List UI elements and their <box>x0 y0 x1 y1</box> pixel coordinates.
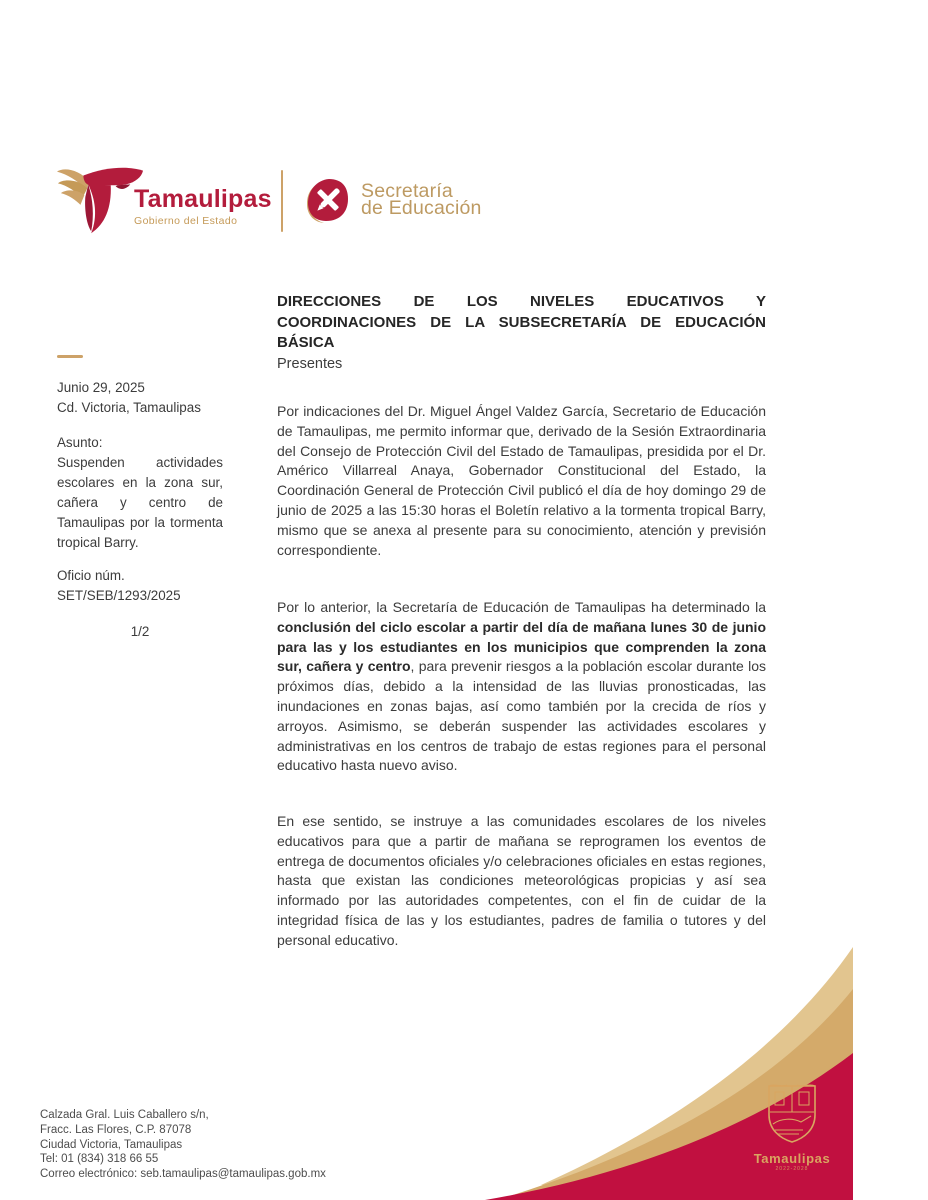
secretaria-label: Secretaría de Educación <box>361 180 482 219</box>
salutation: Presentes <box>277 356 343 372</box>
oficio-number: SET/SEB/1293/2025 <box>57 588 181 603</box>
brand-wordmark: Tamaulipas <box>134 185 272 213</box>
address-line: Calzada Gral. Luis Caballero s/n, <box>40 1109 209 1121</box>
address-line: Correo electrónico: seb.tamaulipas@tamaulipas.gob.mx <box>40 1168 326 1181</box>
education-leaf-icon <box>303 176 351 224</box>
subject-label: Asunto: <box>57 435 103 450</box>
tamaulipas-logo-icon <box>56 164 144 234</box>
bold-resolution-text: conclusión del ciclo escolar a partir del día de mañana lunes 30 de junio para las y los estudiantes en los municipios que comprenden la zona sur, cañera y centro <box>277 618 766 675</box>
crest-subtitle: 2022-2028 <box>775 1166 809 1172</box>
subject-text: Suspenden actividades escolares en la zona sur, cañera y centro de Tamaulipas por la tormenta tropical Barry. <box>57 455 223 550</box>
oficio-label: Oficio núm. <box>57 568 125 583</box>
gold-dash <box>57 355 83 358</box>
body-paragraph-3: En ese sentido, se instruye a las comunidades escolares de los niveles educativos para que a partir de mañana se reprogramen los eventos de entrega de documentos oficiales y/o celebraciones oficiales en estas regiones, hasta que existan las condiciones meteorológicas propicias y así sea informado por las autoridades competentes, con el fin de cuidar de la integridad física de las y los estudiantes, padres de familia o tutores y del personal educativo. <box>277 813 766 948</box>
logo-divider <box>281 170 283 232</box>
body-paragraph-1: Por indicaciones del Dr. Miguel Ángel Valdez García, Secretario de Educación de Tamaulipas, me permito informar que, derivado de la Sesión Extraordinaria del Consejo de Protección Civil del Estado de Tamaulipas, presidida por el Dr. Américo Villarreal Anaya, Gobernador Constitucional del Estado, la Coordinación General de Protección Civil publicó el día de hoy domingo 29 de junio de 2025 a las 15:30 horas el Boletín relativo a la tormenta tropical Barry, mismo que se anexa al presente para su conocimiento, atención y previsión correspondiente. <box>277 403 766 558</box>
crest-shield-icon <box>763 1082 821 1144</box>
address-line: Tel: 01 (834) 318 66 55 <box>40 1153 159 1166</box>
brand-subtitle: Gobierno del Estado <box>134 215 238 227</box>
crest-title: Tamaulipas <box>753 1151 831 1166</box>
recipient-line: DIRECCIONES DE LOS NIVELES EDUCATIVOS Y <box>277 293 766 310</box>
state-crest <box>748 1082 836 1172</box>
recipient-heading <box>277 292 766 354</box>
address-line: Ciudad Victoria, Tamaulipas <box>40 1138 183 1151</box>
address-line: Fracc. Las Flores, C.P. 87078 <box>40 1123 192 1136</box>
footer-address <box>40 1108 326 1182</box>
letter-meta-column <box>57 355 223 642</box>
recipient-line: COORDINACIONES DE LA SUBSECRETARÍA DE EDUCACIÓN <box>277 313 766 331</box>
body-paragraph-2: Por lo anterior, la Secretaría de Educación de Tamaulipas ha determinado la conclusión del ciclo escolar a partir del día de mañana lunes 30 de junio para las y los estudiantes en los municipios que comprenden la zona sur, cañera y centro, para prevenir riesgos a la población escolar durante los próximos días, debido a la intensidad de las lluvias pronosticadas, las inundaciones en zonas bajas, así como también por la crecida de ríos y arroyos. Asimismo, se deberán suspender las actividades escolares y administrativas en los centros de trabajo de estas regiones para el personal educativo hasta nuevo aviso. <box>277 599 766 774</box>
place-line: Cd. Victoria, Tamaulipas <box>57 400 201 415</box>
page-number: 1/2 <box>130 624 150 639</box>
recipient-line: BÁSICA <box>277 334 335 351</box>
date-line: Junio 29, 2025 <box>57 380 145 395</box>
